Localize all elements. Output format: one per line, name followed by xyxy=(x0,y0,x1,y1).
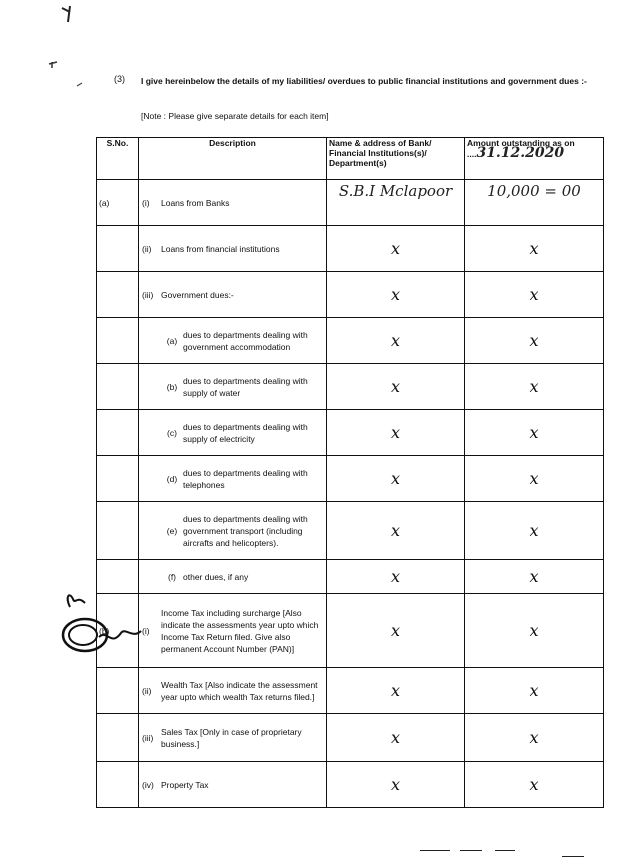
name-cell xyxy=(327,410,465,456)
description-cell xyxy=(139,456,327,502)
cross-mark: x xyxy=(390,521,401,540)
cross-mark: x xyxy=(529,377,539,396)
description-text: dues to departments dealing with government accommodation xyxy=(183,329,308,352)
description-cell xyxy=(139,762,327,808)
scan-mark-top xyxy=(58,4,78,24)
header-name-address: Name & address of Bank/ Financial Institutions(s)/ Department(s) xyxy=(327,138,465,180)
sno-cell xyxy=(97,410,139,456)
cross-mark: x xyxy=(529,469,539,488)
cross-mark: x xyxy=(529,423,539,442)
scan-dash xyxy=(460,850,482,851)
cross-mark: x xyxy=(529,681,539,700)
description-cell xyxy=(139,714,327,762)
name-cell xyxy=(327,180,465,226)
sno-cell xyxy=(97,456,139,502)
sub-index: (c) xyxy=(167,427,177,438)
scan-dash xyxy=(495,850,515,851)
table-row xyxy=(97,410,604,456)
description-text: Loans from Banks xyxy=(161,197,230,208)
item-index: (ii) xyxy=(142,243,152,254)
table-row xyxy=(97,502,604,560)
amount-date: 31.12.2020 xyxy=(476,145,565,161)
cross-mark: x xyxy=(529,285,539,304)
description-text: Property Tax xyxy=(161,779,209,790)
amount-cell xyxy=(465,762,604,808)
amount-cell xyxy=(465,272,604,318)
sno-cell xyxy=(97,318,139,364)
header-sno: S.No. xyxy=(97,138,139,180)
cross-mark: x xyxy=(390,285,401,304)
liabilities-table xyxy=(96,137,604,808)
section-intro: I give hereinbelow the details of my liabilities/ overdues to public financial institutions and government dues :- xyxy=(141,76,587,86)
sno-value: (a) xyxy=(99,197,110,208)
cross-mark: x xyxy=(390,331,401,350)
cross-mark: x xyxy=(390,239,401,258)
description-text: Government dues:- xyxy=(161,289,234,300)
name-cell xyxy=(327,502,465,560)
table-row xyxy=(97,272,604,318)
description-text: other dues, if any xyxy=(183,571,249,582)
header-description: Description xyxy=(139,138,327,180)
name-cell xyxy=(327,714,465,762)
description-text: Loans from financial institutions xyxy=(161,243,280,254)
table-row xyxy=(97,456,604,502)
amount-cell xyxy=(465,502,604,560)
sub-index: (f) xyxy=(167,571,177,582)
description-cell xyxy=(139,410,327,456)
cross-mark: x xyxy=(529,239,539,258)
amount-cell xyxy=(465,410,604,456)
name-cell xyxy=(327,318,465,364)
table-row xyxy=(97,594,604,668)
description-cell xyxy=(139,226,327,272)
item-index: (i) xyxy=(142,625,150,636)
table-row xyxy=(97,226,604,272)
scan-dash xyxy=(420,850,450,851)
sno-cell xyxy=(97,364,139,410)
sno-cell xyxy=(97,668,139,714)
sno-cell xyxy=(97,180,139,226)
scan-tick xyxy=(76,82,84,88)
description-cell xyxy=(139,318,327,364)
amount-value: 10,000 = 00 xyxy=(487,182,581,200)
cross-mark: x xyxy=(529,521,539,540)
amount-cell xyxy=(465,226,604,272)
description-text: dues to departments dealing with supply of electricity xyxy=(183,421,308,444)
cross-mark: x xyxy=(390,423,401,442)
item-index: (ii) xyxy=(142,685,152,696)
description-text: dues to departments dealing with government transport (including aircrafts and helicopters). xyxy=(183,513,308,548)
amount-cell xyxy=(465,180,604,226)
amount-cell xyxy=(465,668,604,714)
amount-cell xyxy=(465,560,604,594)
cross-mark: x xyxy=(390,469,401,488)
sno-cell xyxy=(97,502,139,560)
cross-mark: x xyxy=(390,681,401,700)
sub-index: (e) xyxy=(166,525,178,536)
item-index: (iii) xyxy=(142,732,154,743)
section-number: (3) xyxy=(114,74,125,84)
description-text: dues to departments dealing with supply of water xyxy=(183,375,308,398)
description-cell xyxy=(139,668,327,714)
amount-cell xyxy=(465,594,604,668)
description-cell xyxy=(139,560,327,594)
scan-dash xyxy=(562,856,584,857)
description-text: Wealth Tax [Also indicate the assessment year upto which wealth Tax returns filed.] xyxy=(161,679,318,702)
description-cell xyxy=(139,364,327,410)
description-text: dues to departments dealing with telephones xyxy=(183,467,308,490)
scan-mark-small xyxy=(48,60,60,70)
name-cell xyxy=(327,560,465,594)
name-cell xyxy=(327,364,465,410)
name-cell xyxy=(327,762,465,808)
description-cell xyxy=(139,594,327,668)
description-cell xyxy=(139,272,327,318)
table-row xyxy=(97,318,604,364)
item-index: (iv) xyxy=(142,779,154,790)
section-note: [Note : Please give separate details for each item] xyxy=(141,111,329,121)
amount-cell xyxy=(465,714,604,762)
amount-cell xyxy=(465,456,604,502)
amount-cell xyxy=(465,364,604,410)
sno-cell xyxy=(97,272,139,318)
sno-cell xyxy=(97,762,139,808)
name-cell xyxy=(327,272,465,318)
cross-mark: x xyxy=(529,775,539,794)
table-row xyxy=(97,364,604,410)
item-index: (i) xyxy=(142,197,150,208)
cross-mark: x xyxy=(390,567,401,586)
sub-index: (a) xyxy=(166,335,178,346)
description-cell xyxy=(139,180,327,226)
sno-cell xyxy=(97,226,139,272)
cross-mark: x xyxy=(529,567,539,586)
table-row xyxy=(97,180,604,226)
table-row xyxy=(97,762,604,808)
item-index: (iii) xyxy=(142,289,154,300)
description-text: Income Tax including surcharge [Also indicate the assessments year upto which Income Tax Return filed. Give also permanent Account Number (PAN)] xyxy=(161,607,319,654)
name-cell xyxy=(327,594,465,668)
signature xyxy=(55,585,145,660)
name-cell xyxy=(327,668,465,714)
name-cell xyxy=(327,456,465,502)
sno-value: (b) xyxy=(99,625,110,636)
sub-index: (d) xyxy=(166,473,178,484)
amount-cell xyxy=(465,318,604,364)
sno-cell xyxy=(97,714,139,762)
name-value: S.B.I Mclapoor xyxy=(338,182,453,200)
table-header-row xyxy=(97,138,604,180)
table-row xyxy=(97,668,604,714)
table-row xyxy=(97,560,604,594)
cross-mark: x xyxy=(390,775,401,794)
cross-mark: x xyxy=(529,728,539,747)
cross-mark: x xyxy=(529,331,539,350)
description-cell xyxy=(139,502,327,560)
sub-index: (b) xyxy=(166,381,178,392)
cross-mark: x xyxy=(529,621,539,640)
cross-mark: x xyxy=(390,377,401,396)
cross-mark: x xyxy=(390,728,401,747)
table-row xyxy=(97,714,604,762)
header-amount: Amount outstanding as on ....31.12.2020 xyxy=(465,138,604,180)
name-cell xyxy=(327,226,465,272)
description-text: Sales Tax [Only in case of proprietary business.] xyxy=(161,726,302,749)
cross-mark: x xyxy=(390,621,401,640)
